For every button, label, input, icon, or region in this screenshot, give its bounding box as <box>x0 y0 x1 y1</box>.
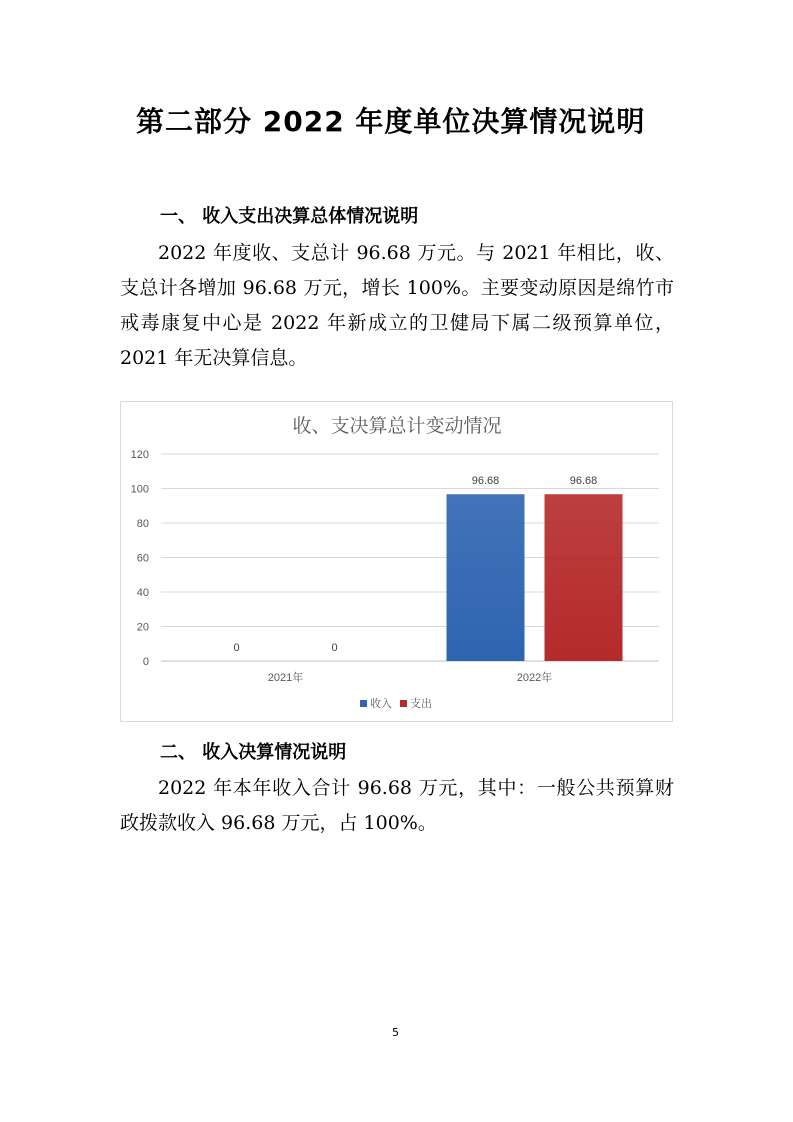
y-tick-label: 80 <box>136 518 149 530</box>
legend-swatch <box>400 700 407 707</box>
chart-income-expenditure <box>120 401 673 722</box>
y-tick-label: 40 <box>136 587 149 599</box>
page-title: 第二部分 2022 年度单位决算情况说明 <box>136 105 646 138</box>
data-label: 96.68 <box>471 475 500 488</box>
x-tick-label: 2022年 <box>516 672 553 684</box>
bar <box>447 494 525 661</box>
data-label: 0 <box>331 642 338 654</box>
chart-svg <box>121 402 674 723</box>
data-label: 0 <box>233 642 240 654</box>
x-tick-label: 2021年 <box>267 672 304 684</box>
y-tick-label: 20 <box>136 621 149 634</box>
section-heading-income-expenditure-overview: 一、 收入支出决算总体情况说明 <box>160 206 419 227</box>
section-paragraph-income: 2022 年本年收入合计 96.68 万元，其中：一般公共预算财政拨款收入 96.68 万元，占 100%。 <box>120 777 674 834</box>
y-tick-label: 60 <box>136 552 149 565</box>
y-tick-label: 120 <box>130 449 149 461</box>
y-tick-label: 100 <box>130 483 149 496</box>
page-number: 5 <box>392 1026 399 1039</box>
legend-swatch <box>360 700 367 707</box>
section-paragraph-overview: 2022 年度收、支总计 96.68 万元。与 2021 年相比，收、支总计各增加 96.68 万元，增长 100%。主要变动原因是绵竹市戒毒康复中心是 2022 年新成立的卫健局下属二级预算单位，2021 年无决算信息。 <box>120 242 674 369</box>
y-tick-label: 0 <box>142 656 149 668</box>
legend-label: 支出 <box>410 698 432 710</box>
chart-title: 收、支决算总计变动情况 <box>292 416 502 437</box>
legend-label: 收入 <box>370 698 392 710</box>
section-heading-income: 二、 收入决算情况说明 <box>160 742 347 763</box>
bar <box>545 494 623 661</box>
data-label: 96.68 <box>569 475 598 488</box>
